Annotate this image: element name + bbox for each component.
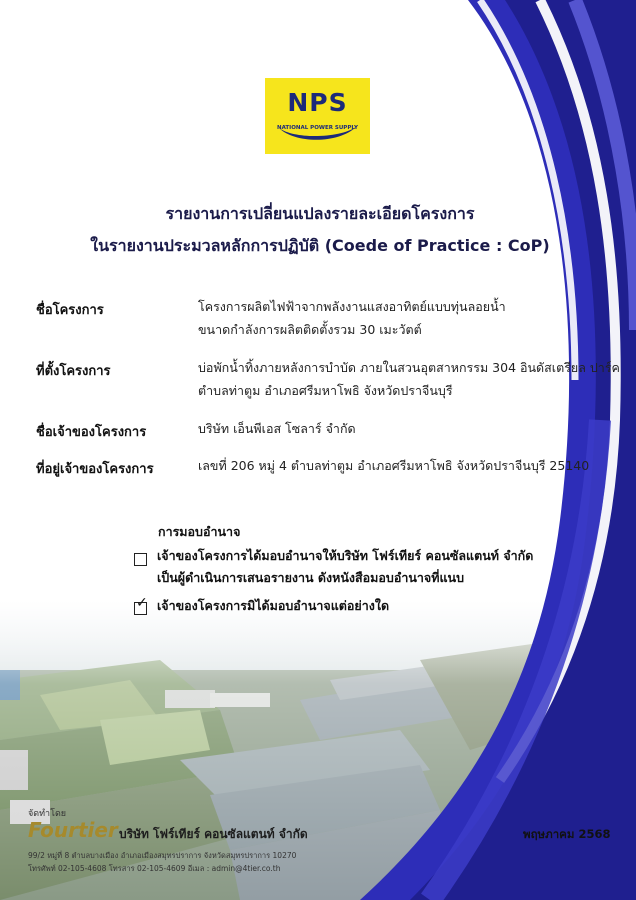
report-date: พฤษภาคม 2568 [523,827,611,841]
consultant-contact: โทรศัพท์ 02-105-4608 โทรสาร 02-105-4609 อีเมล : admin@4tier.co.th [28,864,281,873]
nps-logo [265,78,370,154]
check-mark-icon: ✓ [136,595,148,611]
owner-address-label: ที่อยู่เจ้าของโครงการ [36,462,154,477]
location-line-2: ตำบลท่าตูม อำเภอศรีมหาโพธิ จังหวัดปราจีนบุรี [198,383,453,398]
authorization-option-1-line-2: เป็นผู้ดำเนินการเสนอรายงาน ดังหนังสือมอบอำนาจที่แนบ [157,570,465,585]
fourtier-logo: Fourtier [28,818,118,842]
location-label: ที่ตั้งโครงการ [36,364,111,379]
authorization-option-2-label: เจ้าของโครงการมิได้มอบอำนาจแต่อย่างใด [157,598,390,613]
report-title-line-1: รายงานการเปลี่ยนแปลงรายละเอียดโครงการ [165,204,475,223]
consultant-address: 99/2 หมู่ที่ 8 ตำบลบางเมือง อำเภอเมืองสมุทรปราการ จังหวัดสมุทรปราการ 10270 [28,851,297,860]
logo-subtitle: NATIONAL POWER SUPPLY [277,125,358,131]
authorization-heading: การมอบอำนาจ [158,524,241,539]
owner-label: ชื่อเจ้าของโครงการ [36,425,147,440]
logo-arc-icon [265,78,370,154]
authorization-option-1-checkbox[interactable] [134,553,147,566]
owner-value: บริษัท เอ็นพีเอส โซลาร์ จำกัด [198,421,356,436]
location-line-1: บ่อพักน้ำทิ้งภายหลังการบำบัด ภายในสวนอุตสาหกรรม 304 อินดัสเตรียล ปาร์ค [198,360,620,375]
authorization-option-2-checkbox[interactable] [134,595,148,615]
project-name-line-2: ขนาดกำลังการผลิตติดตั้งรวม 30 เมะวัตต์ [198,322,422,337]
logo-text: NPS [287,88,348,117]
consultant-name: บริษัท โฟร์เทียร์ คอนซัลแตนท์ จำกัด [119,827,308,841]
project-name-line-1: โครงการผลิตไฟฟ้าจากพลังงานแสงอาทิตย์แบบทุ่นลอยน้ำ [198,299,506,314]
project-name-label: ชื่อโครงการ [36,303,104,318]
owner-address-value: เลขที่ 206 หมู่ 4 ตำบลท่าตูม อำเภอศรีมหาโพธิ จังหวัดปราจีนบุรี 25140 [198,458,590,473]
prepared-by-label: จัดทำโดย [28,809,67,819]
authorization-option-1-line-1: เจ้าของโครงการได้มอบอำนาจให้บริษัท โฟร์เทียร์ คอนซัลแตนท์ จำกัด [157,548,534,563]
report-title-line-2: ในรายงานประมวลหลักการปฏิบัติ (Coede of Practice : CoP) [90,236,550,255]
